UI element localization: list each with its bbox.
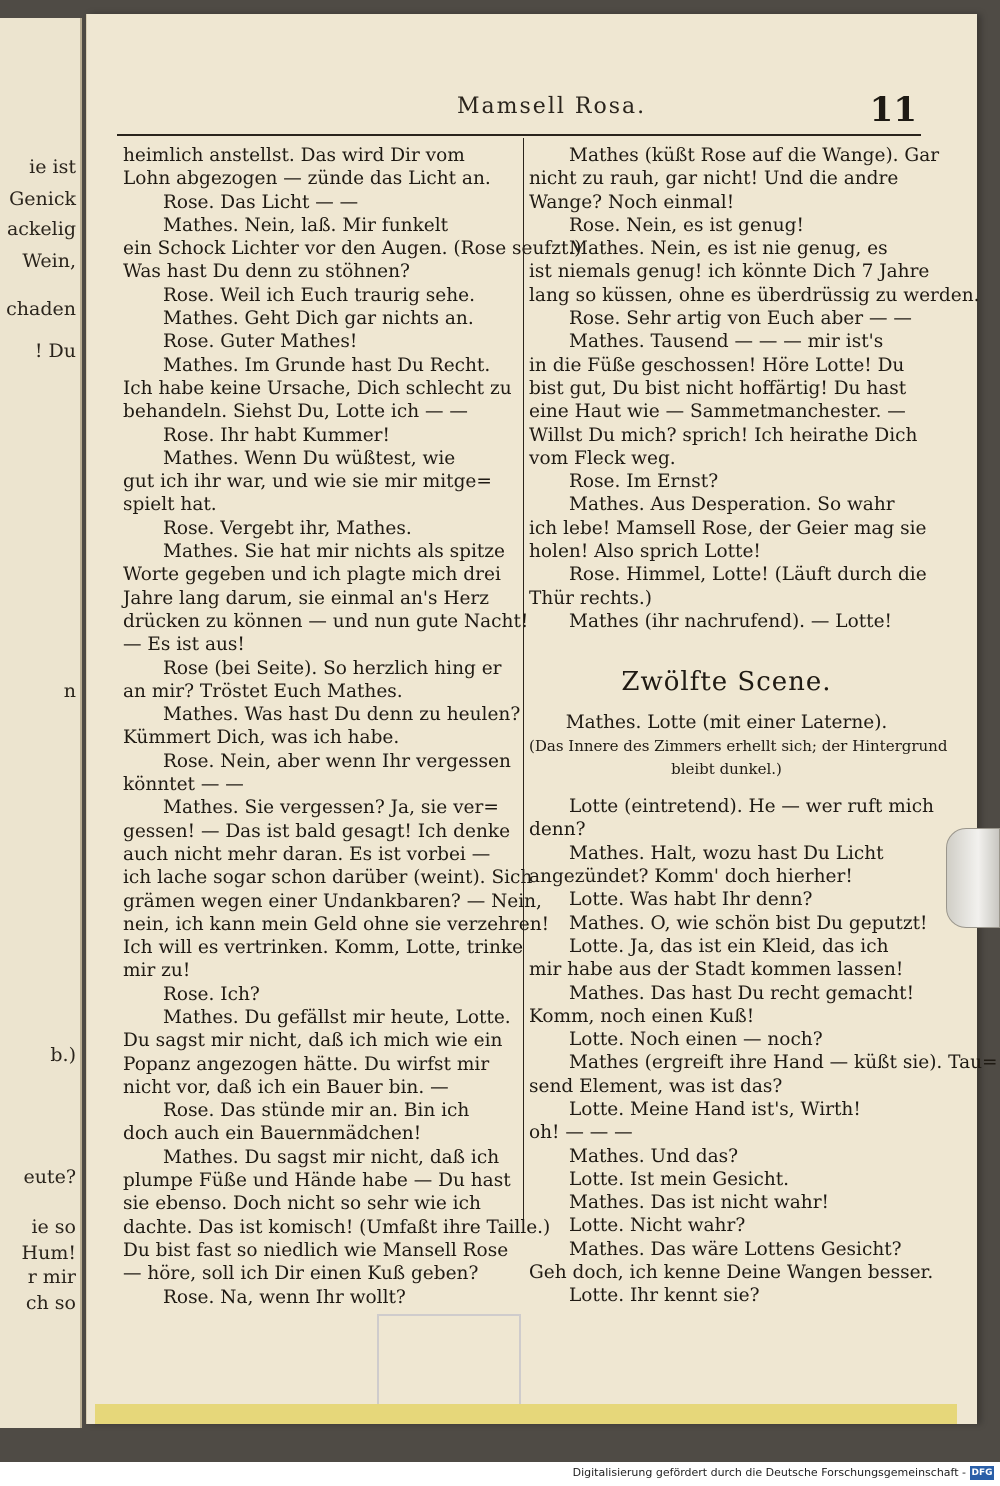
- text-line: Mathes. Geht Dich gar nichts an.: [163, 308, 474, 330]
- text-line: Rose. Ihr habt Kummer!: [163, 424, 390, 446]
- text-line: Mathes. Wenn Du wüßtest, wie: [163, 447, 456, 469]
- text-line: lang so küssen, ohne es überdrüssig zu werden.: [529, 284, 980, 306]
- text-line: nicht vor, daß ich ein Bauer bin. —: [123, 1076, 449, 1098]
- text-line: Mathes. Das hast Du recht gemacht!: [569, 982, 915, 1004]
- scene-cast: Mathes. Lotte (mit einer Laterne).: [565, 712, 888, 734]
- text-line: Was hast Du denn zu stöhnen?: [123, 261, 410, 283]
- text-line: sie ebenso. Doch nicht so sehr wie ich: [123, 1193, 481, 1215]
- text-line: Lotte. Noch einen — noch?: [569, 1029, 823, 1051]
- text-line: könntet — —: [123, 774, 244, 796]
- text-line: Ich will es vertrinken. Komm, Lotte, trinke: [123, 937, 524, 959]
- page-bottom-edge: [95, 1404, 957, 1424]
- text-line: plumpe Füße und Hände habe — Du hast: [123, 1170, 511, 1192]
- text-line: Mathes. Im Grunde hast Du Recht.: [163, 354, 491, 376]
- text-line: Mathes. Nein, laß. Mir funkelt: [163, 214, 449, 236]
- text-line: Geh doch, ich kenne Deine Wangen besser.: [529, 1262, 934, 1284]
- text-line: Mathes. Das wäre Lottens Gesicht?: [569, 1238, 902, 1260]
- text-line: Mathes. Was hast Du denn zu heulen?: [163, 704, 521, 726]
- column-divider: [523, 138, 524, 1228]
- facing-page-fragment: Wein,: [22, 250, 76, 272]
- text-line: Thür rechts.): [529, 587, 652, 609]
- text-line: behandeln. Siehst Du, Lotte ich — —: [123, 401, 468, 423]
- text-line: — höre, soll ich Dir einen Kuß geben?: [123, 1263, 479, 1285]
- text-line: Mathes. Aus Desperation. So wahr: [569, 494, 895, 516]
- stage-direction: bleibt dunkel.): [671, 759, 782, 778]
- text-line: Mathes. Nein, es ist nie genug, es: [569, 238, 888, 260]
- facing-page-fragment: ch so: [25, 1292, 76, 1314]
- text-line: Rose. Weil ich Euch traurig sehe.: [163, 284, 475, 306]
- text-line: Mathes. Und das?: [569, 1145, 739, 1167]
- text-line: gut ich ihr war, und wie sie mir mitge=: [123, 471, 492, 493]
- text-line: Lotte. Ist mein Gesicht.: [569, 1168, 790, 1190]
- text-line: Jahre lang darum, sie einmal an's Herz: [123, 587, 490, 609]
- text-line: nein, ich kann mein Geld ohne sie verzehren!: [123, 913, 550, 935]
- dfg-logo: DFG: [971, 1468, 993, 1478]
- spacer: [529, 633, 924, 647]
- text-line: Rose. Sehr artig von Euch aber — —: [569, 308, 912, 330]
- facing-page-fragment: ie ist: [29, 156, 76, 178]
- right-column-dialogue-b: [529, 795, 998, 1308]
- text-line: doch auch ein Bauernmädchen!: [123, 1123, 422, 1145]
- text-line: Mathes (küßt Rose auf die Wange). Gar: [569, 145, 940, 166]
- text-line: holen! Also sprich Lotte!: [529, 541, 761, 563]
- text-line: grämen wegen einer Undankbaren? — Nein,: [123, 890, 542, 912]
- text-line: auch nicht mehr daran. Es ist vorbei —: [123, 843, 491, 865]
- text-line: Rose. Das stünde mir an. Bin ich: [163, 1100, 470, 1122]
- text-line: Willst Du mich? sprich! Ich heirathe Dich: [529, 424, 918, 446]
- text-line: Komm, noch einen Kuß!: [529, 1005, 755, 1027]
- text-line: oh! — — —: [529, 1122, 633, 1144]
- scanner-clip: [946, 828, 1000, 928]
- text-line: — Es ist aus!: [123, 634, 245, 656]
- text-line: Mathes. Das ist nicht wahr!: [569, 1192, 829, 1214]
- text-line: Ich habe keine Ursache, Dich schlecht zu: [123, 377, 512, 399]
- text-line: Rose. Ich?: [163, 983, 260, 1005]
- facing-page-fragment: r mir: [27, 1266, 76, 1288]
- spacer: [529, 781, 924, 795]
- facing-page-fragment: Hum!: [21, 1242, 76, 1264]
- text-line: Mathes. Sie hat mir nichts als spitze: [163, 541, 506, 563]
- text-line: ich lache sogar schon darüber (weint). Sich: [123, 867, 533, 889]
- text-line: angezündet? Komm' doch hierher!: [529, 866, 853, 888]
- text-line: Mathes. Sie vergessen? Ja, sie ver=: [163, 797, 499, 819]
- stage-direction: (Das Innere des Zimmers erhellt sich; der Hintergrund: [529, 736, 948, 755]
- text-line: Rose. Das Licht — —: [163, 191, 359, 213]
- text-line: Du bist fast so niedlich wie Mansell Rose: [123, 1239, 509, 1261]
- text-line: Rose. Guter Mathes!: [163, 331, 358, 353]
- text-line: Rose. Vergebt ihr, Mathes.: [163, 517, 412, 539]
- facing-page-fragment: eute?: [23, 1166, 76, 1188]
- text-line: Mathes. O, wie schön bist Du geputzt!: [569, 912, 928, 934]
- facing-page-fragment: ackelig: [6, 218, 76, 240]
- facing-page-fragment: ! Du: [34, 340, 76, 362]
- scene-title: Zwölfte Scene.: [621, 667, 832, 698]
- facing-page-edge: [0, 18, 82, 1428]
- text-line: Lohn abgezogen — zünde das Licht an.: [123, 168, 491, 190]
- facing-page-fragment: n: [63, 680, 76, 702]
- text-line: an mir? Tröstet Euch Mathes.: [123, 680, 403, 702]
- text-line: nicht zu rauh, gar nicht! Und die andre: [529, 168, 899, 190]
- text-line: Lotte. Nicht wahr?: [569, 1215, 746, 1237]
- text-line: Mathes (ergreift ihre Hand — küßt sie). Tau=: [569, 1052, 998, 1074]
- footer-credit: Digitalisierung gefördert durch die Deutsche Forschungsgemeinschaft -: [572, 1466, 966, 1479]
- text-line: ist niemals genug! ich könnte Dich 7 Jahre: [529, 261, 930, 283]
- text-line: denn?: [529, 819, 586, 841]
- text-line: dachte. Das ist komisch! (Umfaßt ihre Taille.): [123, 1216, 551, 1238]
- left-column: [123, 144, 582, 1309]
- text-line: Popanz angezogen hätte. Du wirfst mir: [123, 1053, 490, 1075]
- text-line: Wange? Noch einmal!: [529, 191, 735, 213]
- text-line: vom Fleck weg.: [529, 447, 676, 469]
- text-line: Lotte. Was habt Ihr denn?: [569, 889, 813, 911]
- facing-page-fragment: ie so: [31, 1216, 76, 1238]
- text-line: Du sagst mir nicht, daß ich mich wie ein: [123, 1030, 503, 1052]
- running-title: Mamsell Rosa.: [457, 94, 647, 119]
- text-line: Rose. Na, wenn Ihr wollt?: [163, 1286, 406, 1308]
- text-line: Rose (bei Seite). So herzlich hing er: [163, 657, 502, 679]
- facing-page-fragment: b.): [50, 1044, 76, 1066]
- text-line: spielt hat.: [123, 494, 217, 516]
- text-line: Mathes (ihr nachrufend). — Lotte!: [569, 610, 892, 632]
- text-line: Mathes. Halt, wozu hast Du Licht: [569, 842, 884, 864]
- right-column: [529, 144, 998, 1308]
- book-page: [86, 14, 998, 1424]
- text-line: Mathes. Du sagst mir nicht, daß ich: [163, 1146, 500, 1168]
- text-line: Rose. Nein, es ist genug!: [569, 214, 804, 236]
- text-line: ich lebe! Mamsell Rose, der Geier mag sie: [529, 517, 927, 539]
- page-header: [87, 90, 977, 130]
- text-line: bist gut, Du bist nicht hoffärtig! Du hast: [529, 377, 907, 399]
- text-line: send Element, was ist das?: [529, 1075, 783, 1097]
- text-line: Lotte (eintretend). He — wer ruft mich: [569, 796, 934, 818]
- text-line: drücken zu können — und nun gute Nacht!: [123, 610, 529, 632]
- text-line: gessen! — Das ist bald gesagt! Ich denke: [123, 820, 511, 842]
- text-line: Mathes. Tausend — — — mir ist's: [569, 331, 884, 353]
- text-line: mir zu!: [123, 960, 191, 982]
- text-line: Rose. Im Ernst?: [569, 471, 719, 493]
- text-line: ein Schock Lichter vor den Augen. (Rose seufzt.): [123, 238, 582, 260]
- text-line: Lotte. Ihr kennt sie?: [569, 1285, 760, 1307]
- page-number: 11: [869, 90, 917, 130]
- facing-page-fragment: Genick: [9, 188, 76, 210]
- text-line: eine Haut wie — Sammetmanchester. —: [529, 401, 906, 423]
- text-line: Kümmert Dich, was ich habe.: [123, 727, 400, 749]
- text-line: Mathes. Du gefällst mir heute, Lotte.: [163, 1006, 511, 1028]
- right-column-dialogue-a: [529, 144, 980, 633]
- text-line: heimlich anstellst. Das wird Dir vom: [123, 145, 465, 166]
- text-line: Lotte. Meine Hand ist's, Wirth!: [569, 1098, 861, 1120]
- text-line: Rose. Himmel, Lotte! (Läuft durch die: [569, 564, 927, 586]
- library-stamp: [377, 1314, 521, 1410]
- footer-bar: [0, 1462, 1000, 1486]
- facing-page-fragment: chaden: [6, 298, 76, 320]
- text-line: Lotte. Ja, das ist ein Kleid, das ich: [569, 935, 889, 957]
- text-line: in die Füße geschossen! Höre Lotte! Du: [529, 354, 905, 376]
- header-rule: [117, 134, 921, 136]
- text-line: mir habe aus der Stadt kommen lassen!: [529, 959, 904, 981]
- text-line: Rose. Nein, aber wenn Ihr vergessen: [163, 750, 511, 772]
- text-line: Worte gegeben und ich plagte mich drei: [123, 564, 501, 586]
